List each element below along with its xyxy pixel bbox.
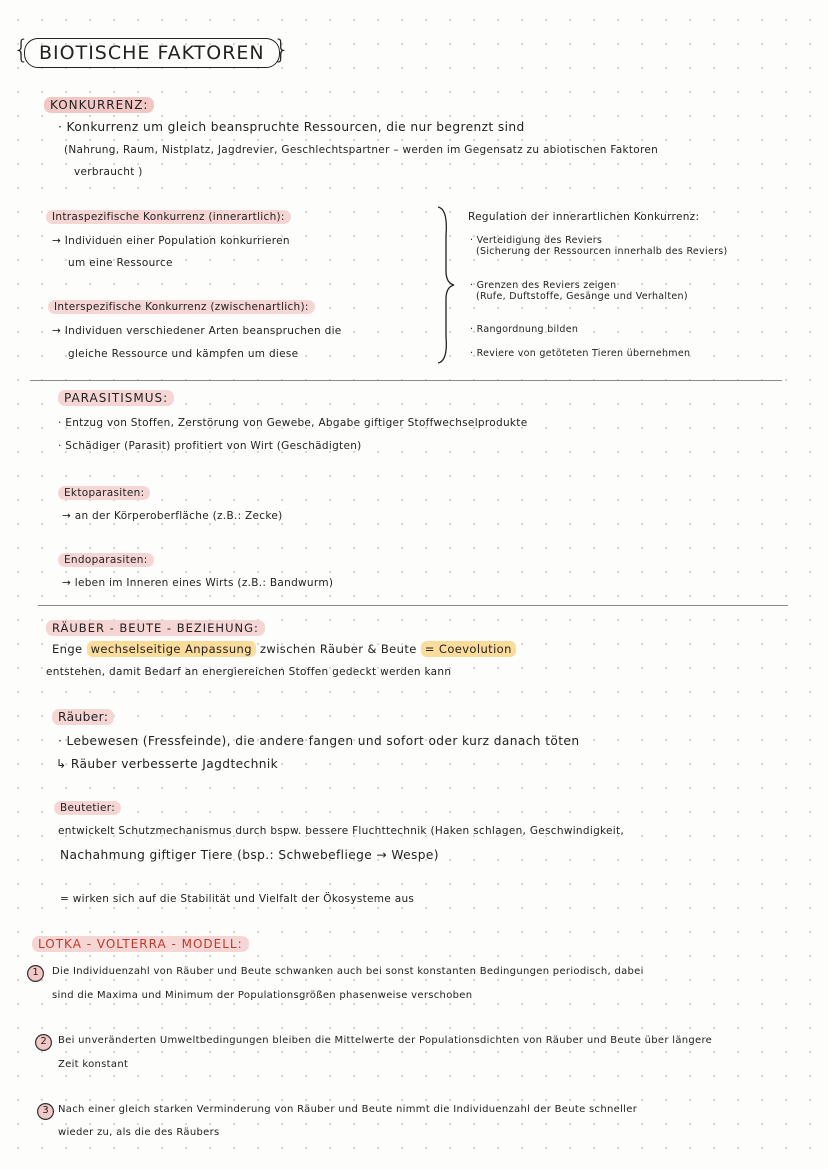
numbered-bullet-3: 3 [37,1103,54,1120]
section-heading-konkurrenz: KONKURRENZ: [44,98,154,112]
lotka-item-3-line-2: wieder zu, als die des Räubers [58,1127,220,1138]
parasitismus-line-1: · Entzug von Stoffen, Zerstörung von Gewebe, Abgabe giftiger Stoffwechselprodukte [58,417,528,429]
regulation-item-4: · Reviere von getöteten Tieren übernehmen [470,348,691,359]
lotka-item-2-line-1: Bei unveränderten Umweltbedingungen bleiben die Mittelwerte der Populationsdichten von Räuber und Beute über längere [58,1035,713,1046]
divider-1 [30,380,782,381]
intra-heading: Intraspezifische Konkurrenz (innerartlich): [46,211,291,223]
raeuber-line-1: · Lebewesen (Fressfeinde), die andere fangen und sofort oder kurz danach töten [58,734,580,748]
regulation-heading: Regulation der innerartlichen Konkurrenz: [468,211,700,223]
section-heading-parasitismus: PARASITISMUS: [58,391,174,405]
section-heading-raeuber-beute: RÄUBER - BEUTE - BEZIEHUNG: [46,621,265,635]
ektoparasiten-line: → an der Körperoberfläche (z.B.: Zecke) [62,510,283,522]
konkurrenz-line-1: · Konkurrenz um gleich beanspruchte Ressourcen, die nur begrenzt sind [58,120,525,134]
ektoparasiten-heading: Ektoparasiten: [58,487,150,499]
intra-line-2: um eine Ressource [68,257,173,269]
divider-2 [38,605,788,606]
beutetier-line-2: Nachahmung giftiger Tiere (bsp.: Schwebefliege → Wespe) [60,848,439,862]
regulation-item-2a: · Grenzen des Reviers zeigen [470,280,617,291]
endoparasiten-line: → leben im Inneren eines Wirts (z.B.: Bandwurm) [62,577,334,589]
curly-brace-icon [434,205,460,365]
page-title-box [24,38,280,68]
lotka-item-1-line-2: sind die Maxima und Minimum der Populationsgrößen phasenweise verschoben [52,990,473,1001]
lotka-item-2-line-2: Zeit konstant [58,1059,129,1070]
intra-line-1: → Individuen einer Population konkurrieren [52,235,290,247]
raeuber-beute-line-1: Enge wechselseitige Anpassung zwischen Räuber & Beute = Coevolution [52,642,516,656]
numbered-bullet-2: 2 [35,1034,52,1051]
lotka-item-1-line-1: Die Individuenzahl von Räuber und Beute schwanken auch bei sonst konstanten Bedingungen periodisch, dabei [52,966,644,977]
beutetier-heading: Beutetier: [54,802,121,814]
lotka-item-3-line-1: Nach einer gleich starken Verminderung von Räuber und Beute nimmt die Individuenzahl der Beute schneller [58,1104,638,1115]
raeuber-heading: Räuber: [52,710,114,724]
beutetier-line-1: entwickelt Schutzmechanismus durch bspw. bessere Fluchttechnik (Haken schlagen, Geschwindigkeit, [58,825,625,837]
page-title: { BIOTISCHE FAKTOREN } [24,38,280,68]
inter-line-2: gleiche Ressource und kämpfen um diese [68,348,299,360]
regulation-item-1a: · Verteidigung des Reviers [470,235,603,246]
parasitismus-line-2: · Schädiger (Parasit) profitiert von Wirt (Geschädigten) [58,440,362,452]
section-heading-lotka-volterra: LOTKA - VOLTERRA - MODELL: [32,937,249,951]
inter-line-1: → Individuen verschiedener Arten beanspruchen die [52,325,342,337]
raeuber-line-2: ↳ Räuber verbesserte Jagdtechnik [56,757,279,771]
regulation-item-2b: (Rufe, Duftstoffe, Gesänge und Verhalten) [476,291,688,302]
raeuber-beute-summary: = wirken sich auf die Stabilität und Vielfalt der Ökosysteme aus [60,893,415,905]
numbered-bullet-1: 1 [27,965,44,982]
konkurrenz-line-2: (Nahrung, Raum, Nistplatz, Jagdrevier, Geschlechtspartner – werden im Gegensatz zu abiotischen Faktoren [64,144,659,156]
konkurrenz-line-3: verbraucht ) [74,166,143,178]
raeuber-beute-line-2: entstehen, damit Bedarf an energiereichen Stoffen gedeckt werden kann [46,666,452,678]
inter-heading: Interspezifische Konkurrenz (zwischenartlich): [48,301,315,313]
regulation-item-3: · Rangordnung bilden [470,324,579,335]
regulation-item-1b: (Sicherung der Ressourcen innerhalb des Reviers) [476,246,728,257]
endoparasiten-heading: Endoparasiten: [58,554,154,566]
